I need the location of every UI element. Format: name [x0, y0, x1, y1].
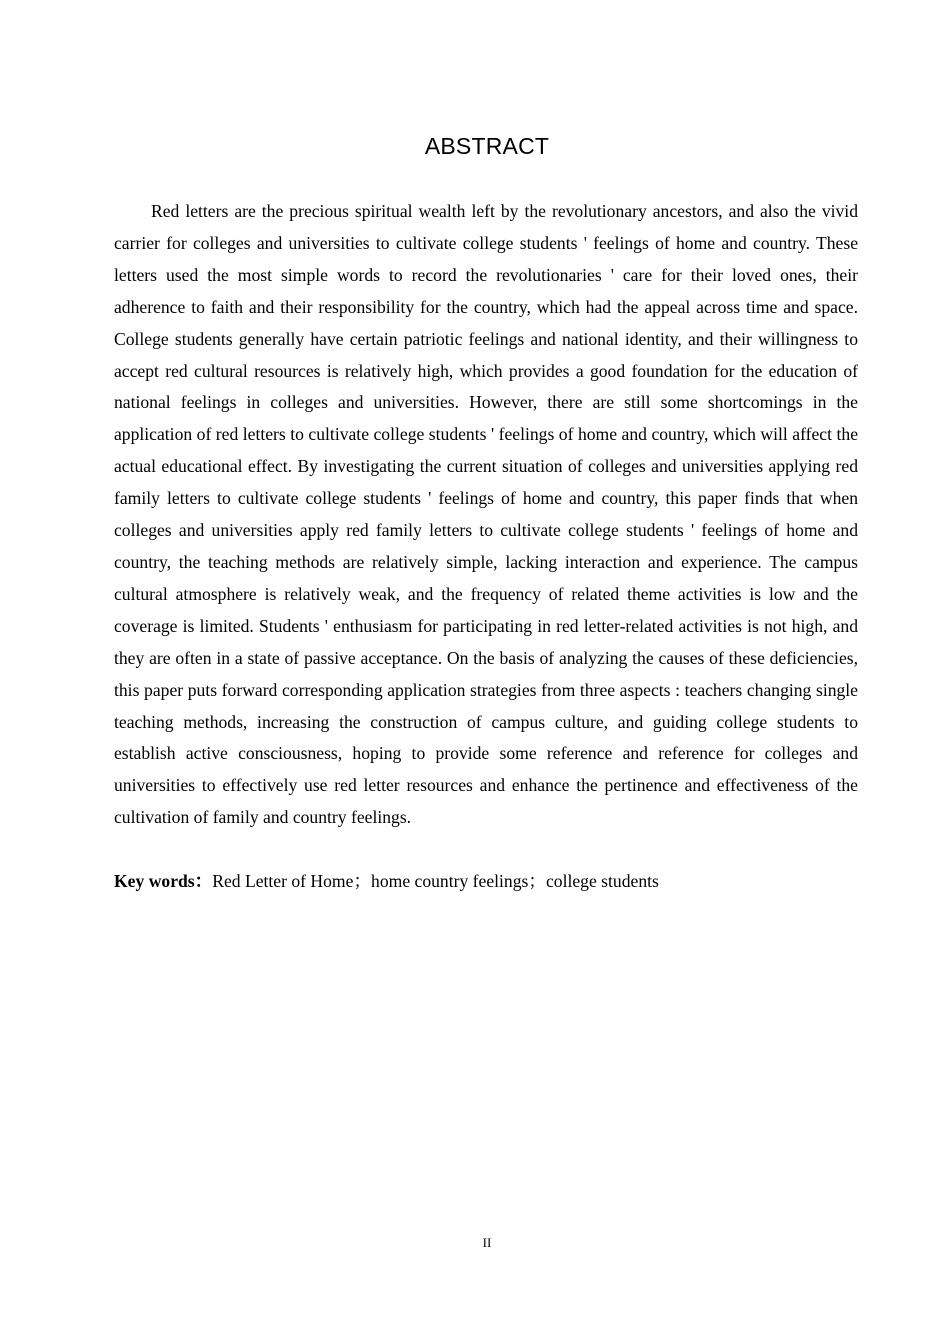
keyword-item: Red Letter of Home — [212, 871, 354, 891]
keywords-line — [114, 866, 858, 898]
keyword-separator: ； — [353, 871, 372, 891]
keyword-item: home country feelings — [371, 871, 529, 891]
keywords-label: Key words： — [114, 871, 213, 891]
page-number: II — [482, 1235, 492, 1250]
abstract-title: ABSTRACT — [424, 133, 550, 159]
keyword-item: college students — [545, 871, 659, 891]
abstract-paragraph: Red letters are the precious spiritual wealth left by the revolutionary ancestors, and also the vivid carrier for colleges and universities to cultivate college students ' feelings of home and country. These letters used the most simple words to record the revolutionaries ' care for their loved ones, their adherence to faith and their responsibility for the country, which had the appeal across time and space. College students generally have certain patriotic feelings and national identity, and their willingness to accept red cultural resources is relatively high, which provides a good foundation for the education of national feelings in colleges and universities. However, there are still some shortcomings in the application of red letters to cultivate college students ' feelings of home and country, which will affect the actual educational effect. By investigating the current situation of colleges and universities applying red family letters to cultivate college students ' feelings of home and country, this paper finds that when colleges and universities apply red family letters to cultivate college students ' feelings of home and country, the teaching methods are relatively simple, lacking interaction and experience. The campus cultural atmosphere is relatively weak, and the frequency of related theme activities is low and the coverage is limited. Students ' enthusiasm for participating in red letter-related activities is not high, and they are often in a state of passive acceptance. On the basis of analyzing the causes of these deficiencies, this paper puts forward corresponding application strategies from three aspects : teachers changing single teaching methods, increasing the construction of campus culture, and guiding college students to establish active consciousness, hoping to provide some reference and reference for colleges and universities to effectively use red letter resources and enhance the pertinence and effectiveness of the cultivation of family and country feelings. — [114, 201, 858, 828]
keyword-separator: ； — [528, 871, 546, 891]
